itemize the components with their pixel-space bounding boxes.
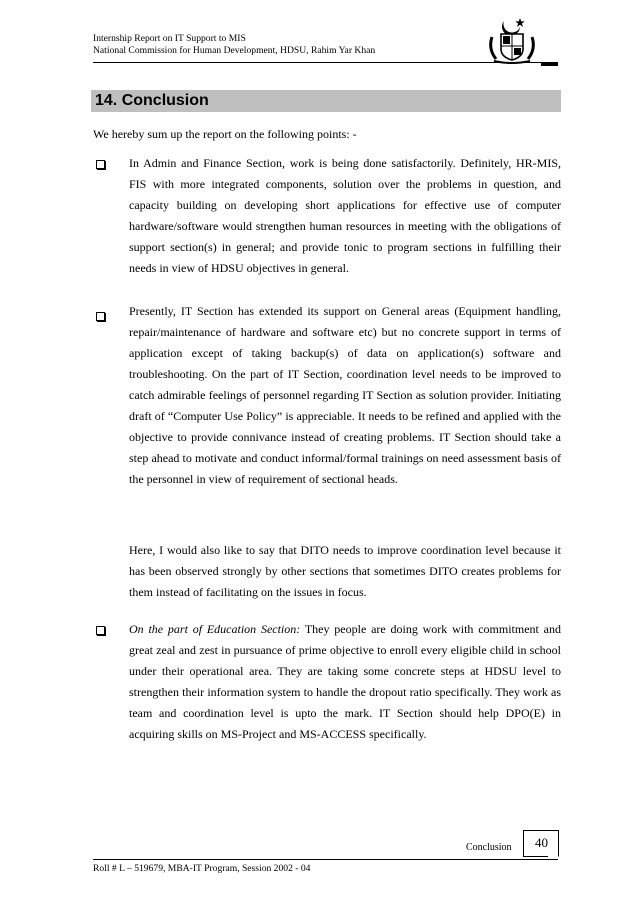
header-report-title: Internship Report on IT Support to MIS <box>93 33 246 44</box>
bullet-followup-dito: Here, I would also like to say that DITO needs to improve coordination level because it has been observed strongly by other sections that sometimes DITO creates problems for them instead of facilitating on the issues in focus. <box>129 543 561 599</box>
running-header <box>93 33 375 57</box>
footer-divider <box>93 859 558 860</box>
header-organization: National Commission for Human Development, HDSU, Rahim Yar Khan <box>93 45 376 56</box>
header-divider-accent <box>541 63 558 66</box>
checkbox-bullet-icon <box>96 312 105 321</box>
footer-section-label: Conclusion <box>466 842 512 853</box>
bullet-paragraph-education-section <box>129 619 561 745</box>
header-divider <box>93 62 558 63</box>
page-corner-fold <box>548 847 559 857</box>
education-section-text: They people are doing work with commitment and great zeal and zest in pursuance of prime objective to enroll every eligible child in school under their operational area. They are taking some concrete steps at HDSU level to strengthen their information system to handle the dropout ratio specifically. They work as team and coordination level is upto the mark. IT Section should help DPO(E) in acquiring skills on MS-Project and MS-ACCESS specifically. <box>129 622 561 741</box>
state-emblem-icon <box>484 15 540 65</box>
checkbox-bullet-icon <box>96 160 105 169</box>
section-title: 14. Conclusion <box>95 92 209 109</box>
bullet-paragraph-it-section: Presently, IT Section has extended its support on General areas (Equipment handling, repair/maintenance of hardware and software etc) but no concrete support in terms of application except of taking backup(s) of data on application(s) software and troubleshooting. On the part of IT Section, coordination level needs to be improved to catch admirable feelings of personnel regarding IT Section as solution provider. Initiating draft of “Computer Use Policy” is appreciable. It needs to be refined and applied with the objective to provide connivance instead of creating problems. IT Section should take a step ahead to motivate and conduct informal/formal trainings on need assessment basis of the personnel in view of requirement of sectional heads. <box>129 304 561 486</box>
bullet-paragraph-admin-finance: In Admin and Finance Section, work is being done satisfactorily. Definitely, HR-MIS, FIS with more integrated components, solution over the problems in question, and capacity building on developing short applications for effective use of computer hardware/software would strengthen human resources in meeting with the obligations of support section(s) in general; and provide tonic to program sections in fulfilling their needs in view of HDSU objectives in general. <box>129 156 561 275</box>
page-number: 40 <box>535 835 548 850</box>
intro-text: We hereby sum up the report on the following points: - <box>93 127 357 141</box>
education-section-lead: On the part of Education Section: <box>129 622 301 636</box>
footer-roll-number: Roll # L – 519679, MBA-IT Program, Session 2002 - 04 <box>93 863 311 874</box>
checkbox-bullet-icon <box>96 626 105 635</box>
